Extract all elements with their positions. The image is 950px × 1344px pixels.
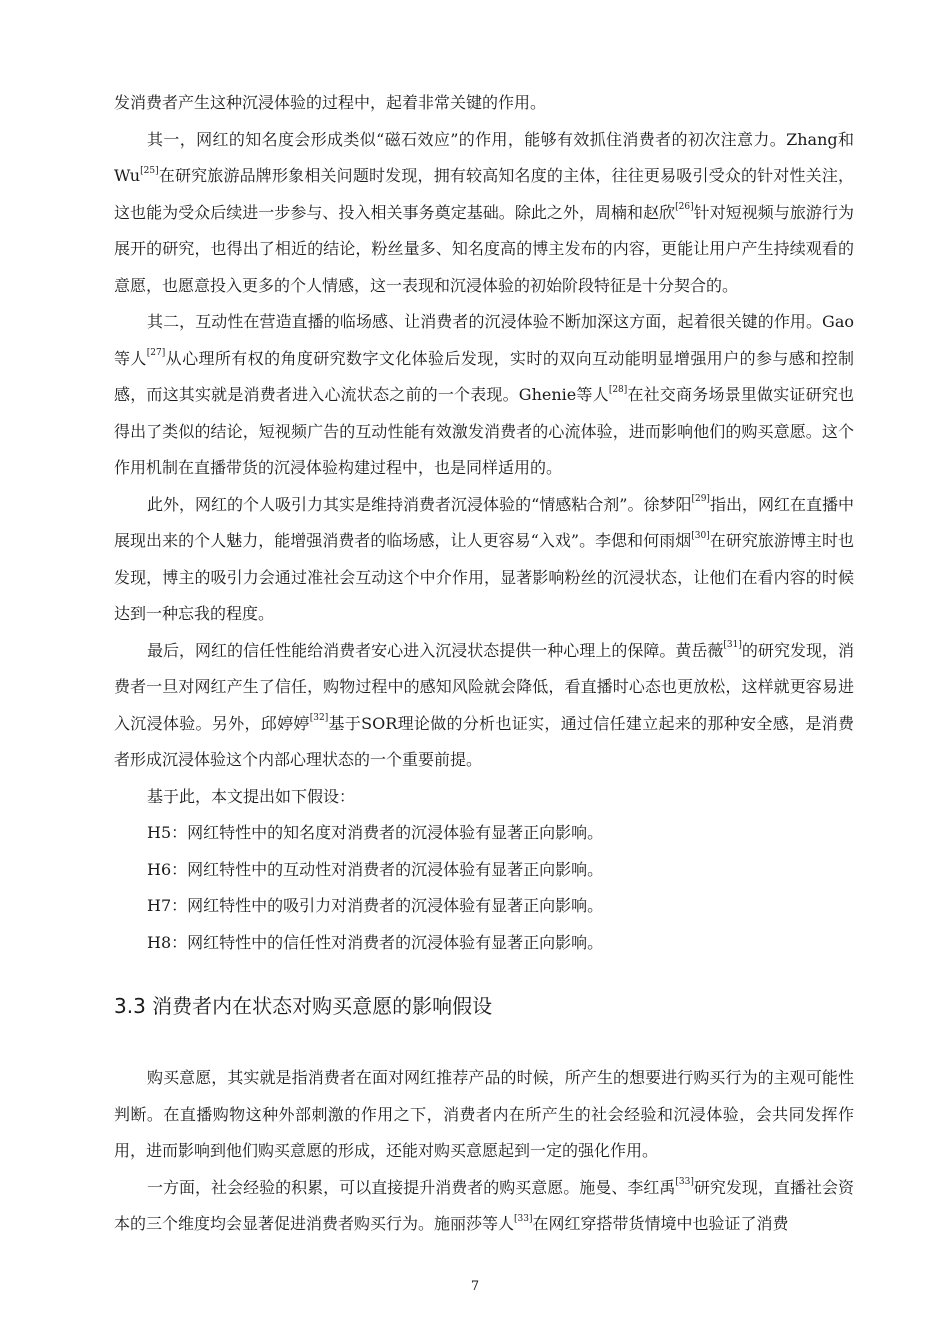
bottom-body-text <box>114 1060 854 1243</box>
text-run: 研究发现，直播社会资本的三个维度均会显著促进消费者购买行为。施丽莎等人 <box>114 1177 854 1233</box>
paragraph-interactivity <box>114 304 854 487</box>
citation-ref: [25] <box>140 165 159 176</box>
text-run: 一方面，社会经验的积累，可以直接提升消费者的购买意愿。施曼、李红禹 <box>147 1177 676 1197</box>
text-run: 的研究发现，消费者一旦对网红产生了信任，购物过程中的感知风险就会降低，看直播时心态也更放松，这样就更容易进入沉浸体验。另外，邱婷婷 <box>114 640 854 733</box>
citation-ref: [28] <box>608 384 628 395</box>
paragraph-purchase-intention: 购买意愿，其实就是指消费者在面对网红推荐产品的时候，所产生的想要进行购买行为的主观可能性判断。在直播购物这种外部刺激的作用之下，消费者内在所产生的社会经验和沉浸体验，会共同发挥作用，进而影响到他们购买意愿的形成，还能对购买意愿起到一定的强化作用。 <box>114 1068 854 1160</box>
top-body-text <box>114 85 854 961</box>
citation-ref: [30] <box>691 530 710 541</box>
paragraph-social-experience <box>114 1170 854 1243</box>
hypothesis-h6: H6：网红特性中的互动性对消费者的沉浸体验有显著正向影响。 <box>147 859 604 879</box>
text-run: 在研究旅游博主时也发现，博主的吸引力会通过准社会互动这个中介作用，显著影响粉丝的沉浸状态，让他们在看内容的时候达到一种忘我的程度。 <box>114 531 854 623</box>
citation-ref: [31] <box>723 640 742 651</box>
hypothesis-h8: H8：网红特性中的信任性对消费者的沉浸体验有显著正向影响。 <box>147 932 604 952</box>
text-run: 指出，网红在直播中展现出来的个人魅力，能增强消费者的临场感，让人更容易“入戏”。李偲和何雨烟 <box>114 494 854 550</box>
text-run: 在网红穿搭带货情境中也验证了消费 <box>532 1214 789 1233</box>
text-run: 针对短视频与旅游行为展开的研究，也得出了相近的结论，粉丝量多、知名度高的博主发布的内容，更能让用户产生持续观看的意愿，也愿意投入更多的个人情感，这一表现和沉浸体验的初始阶段特征是十分契合的。 <box>114 202 854 295</box>
paragraph-trust <box>114 633 854 779</box>
paragraph-hypothesis-intro: 基于此，本文提出如下假设： <box>147 786 356 806</box>
paragraph-fame <box>114 122 854 305</box>
paragraph-continuation: 发消费者产生这种沉浸体验的过程中，起着非常关键的作用。 <box>114 93 547 112</box>
text-run: 从心理所有权的角度研究数字文化体验后发现，实时的双向互动能明显增强用户的参与感和控制感，而这其实就是消费者进入心流状态之前的一个表现。Ghenie等人 <box>114 348 854 404</box>
text-run: 在社交商务场景里做实证研究也得出了类似的结论，短视频广告的互动性能有效激发消费者的心流体验，进而影响他们的购买意愿。这个作用机制在直播带货的沉浸体验构建过程中，也是同样适用的。 <box>114 385 854 477</box>
citation-ref: [33] <box>675 1177 694 1188</box>
page-number: 7 <box>470 1279 480 1294</box>
text-run: 在研究旅游品牌形象相关问题时发现，拥有较高知名度的主体，往往更易吸引受众的针对性关注，这也能为受众后续进一步参与、投入相关事务奠定基础。除此之外，周楠和赵欣 <box>114 166 854 222</box>
text-run: 最后，网红的信任性能给消费者安心进入沉浸状态提供一种心理上的保障。黄岳薇 <box>147 640 724 660</box>
text-run: 此外，网红的个人吸引力其实是维持消费者沉浸体验的“情感粘合剂”。徐梦阳 <box>147 494 692 514</box>
text-run: 其二，互动性在营造直播的临场感、让消费者的沉浸体验不断加深这方面，起着很关键的作用。Gao等人 <box>114 312 854 368</box>
paragraph-attractiveness <box>114 487 854 633</box>
citation-ref: [32] <box>309 713 329 724</box>
citation-ref: [29] <box>691 494 710 505</box>
hypothesis-h5: H5：网红特性中的知名度对消费者的沉浸体验有显著正向影响。 <box>147 823 604 842</box>
hypothesis-h7: H7：网红特性中的吸引力对消费者的沉浸体验有显著正向影响。 <box>147 896 604 915</box>
citation-ref: [26] <box>675 202 694 213</box>
citation-ref: [27] <box>146 348 166 359</box>
text-run: 其一，网红的知名度会形成类似“磁石效应”的作用，能够有效抓住消费者的初次注意力。Zhang和Wu <box>114 129 854 185</box>
section-heading: 3.3 消费者内在状态对购买意愿的影响假设 <box>114 994 493 1018</box>
text-run: 基于SOR理论做的分析也证实，通过信任建立起来的那种安全感，是消费者形成沉浸体验这个内部心理状态的一个重要前提。 <box>114 713 854 769</box>
citation-ref: [33] <box>514 1213 533 1224</box>
